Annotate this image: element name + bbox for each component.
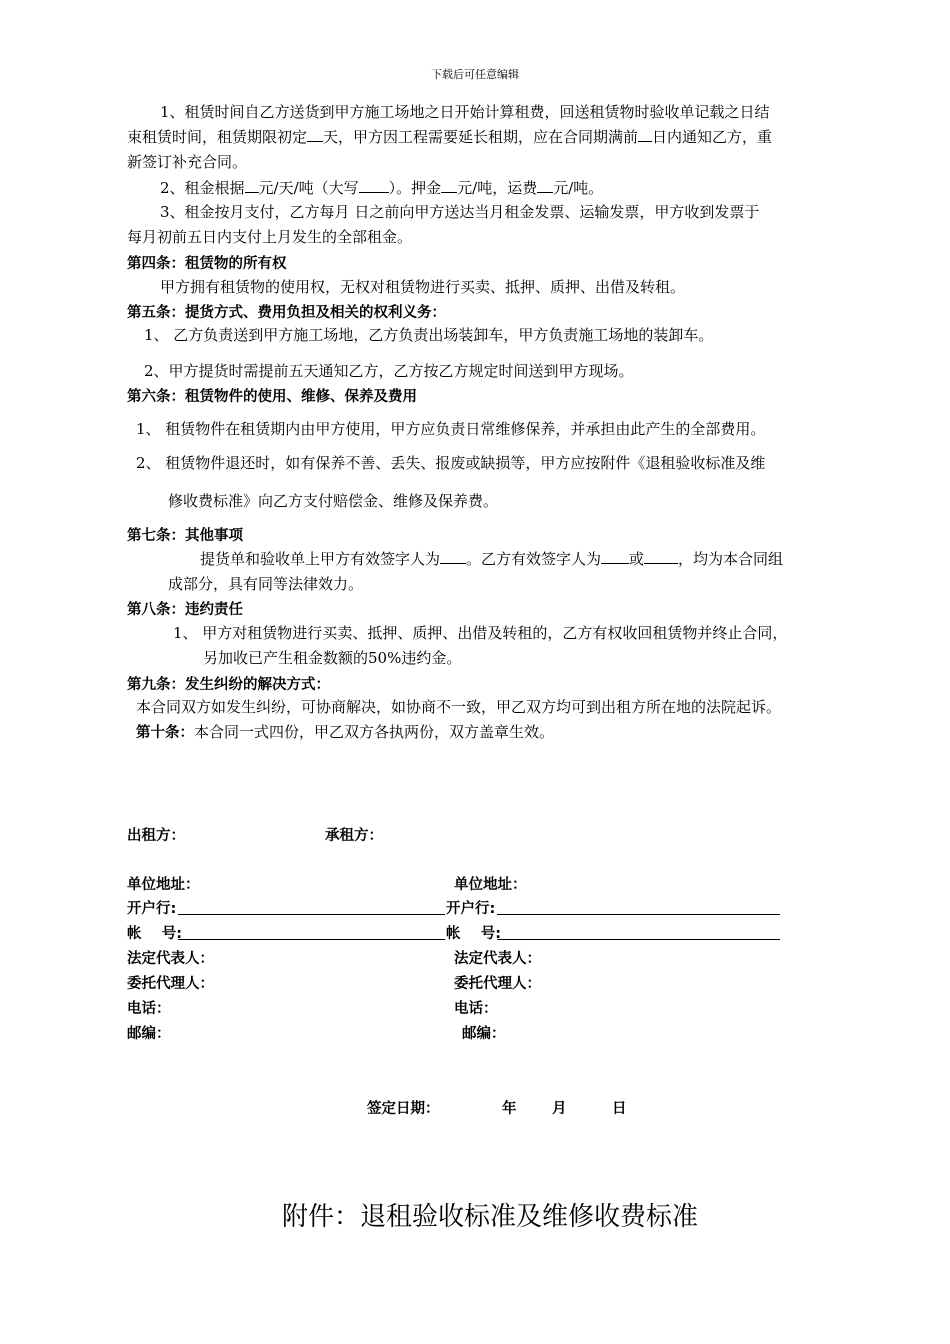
lessee-agent-label: 委托代理人：	[454, 976, 541, 992]
clause-8-item-1-line-2: 另加收已产生租金数额的50%违约金。	[203, 649, 462, 667]
lessee-bank-label: 开户行:	[446, 901, 496, 917]
clause-5-item-2: 2、甲方提货时需提前五天通知乙方，乙方按乙方规定时间送到甲方现场。	[144, 362, 634, 380]
clause-4-text: 甲方拥有租赁物的使用权，无权对租赁物进行买卖、抵押、质押、出借及转租。	[160, 278, 686, 296]
signing-month: 月	[552, 1101, 567, 1117]
signing-day: 日	[612, 1101, 627, 1117]
lessor-agent-label: 委托代理人：	[127, 976, 214, 992]
signing-year: 年	[502, 1101, 517, 1117]
clause-8-title: 第八条：违约责任	[127, 602, 243, 618]
lessor-bank-line	[178, 914, 445, 915]
clause-7-title: 第七条：其他事项	[127, 528, 243, 544]
lessee-legal-rep-label: 法定代表人：	[454, 951, 541, 967]
lessee-postcode-label: 邮编：	[462, 1026, 506, 1042]
lessor-legal-rep-label: 法定代表人：	[127, 951, 214, 967]
clause-3-item-1-line-2: 束租赁时间，租赁期限初定 天，甲方因工程需要延长租期，应在合同期满前 日内通知乙方，重	[127, 124, 772, 149]
clause-3-item-1-line-3: 新签订补充合同。	[127, 153, 248, 171]
header-note: 下载后可任意编辑	[431, 68, 519, 81]
lessor-account-line	[178, 939, 445, 940]
lessor-address-label: 单位地址：	[127, 877, 200, 893]
clause-7-text-line-2: 成部分，具有同等法律效力。	[168, 575, 364, 593]
clause-3-item-1-line-1: 1、租赁时间自乙方送货到甲方施工场地之日开始计算租费，回送租赁物时验收单记载之日结	[160, 103, 770, 121]
clause-6-title: 第六条：租赁物件的使用、维修、保养及费用	[127, 389, 417, 405]
lessee-account-label: 帐 号:	[446, 926, 501, 942]
lessee-label: 承租方：	[325, 828, 383, 844]
clause-3-item-2: 2、租金根据 元/天/吨（大写 ）。押金 元/吨，运费 元/吨。	[160, 175, 603, 200]
clause-3-item-3-line-1: 3、租金按月支付，乙方每月 日之前向甲方送达当月租金发票、运输发票，甲方收到发票于	[160, 203, 760, 221]
clause-9-text: 本合同双方如发生纠纷，可协商解决，如协商不一致，甲乙双方均可到出租方所在地的法院起诉。	[136, 698, 782, 716]
clause-6-item-2-line-1: 2、 租赁物件退还时，如有保养不善、丢失、报废或缺损等，甲方应按附件《退租验收标准及维	[136, 454, 766, 472]
clause-5-title: 第五条：提货方式、费用负担及相关的权利义务：	[127, 305, 446, 321]
clause-8-item-1-line-1: 1、 甲方对租赁物进行买卖、抵押、质押、出借及转租的，乙方有权收回租赁物并终止合同，	[173, 624, 788, 642]
clause-9-title: 第九条：发生纠纷的解决方式：	[127, 677, 330, 693]
lessor-bank-label: 开户行:	[127, 901, 177, 917]
lessee-address-label: 单位地址：	[454, 877, 527, 893]
lessee-phone-label: 电话：	[454, 1001, 498, 1017]
lessee-bank-line	[497, 914, 780, 915]
clause-10	[136, 720, 554, 745]
lessee-account-line	[497, 939, 780, 940]
lessor-account-label: 帐 号:	[127, 926, 182, 942]
clause-10-text: 本合同一式四份，甲乙双方各执两份，双方盖章生效。	[194, 723, 555, 741]
lessor-label: 出租方：	[127, 828, 185, 844]
clause-4-title: 第四条：租赁物的所有权	[127, 256, 287, 272]
signing-date-label: 签定日期：	[367, 1101, 440, 1117]
clause-10-title: 第十条：	[136, 725, 194, 741]
attachment-title: 附件：退租验收标准及维修收费标准	[281, 1202, 698, 1232]
lessor-postcode-label: 邮编：	[127, 1026, 171, 1042]
clause-3-item-3-line-2: 每月初前五日内支付上月发生的全部租金。	[127, 228, 413, 246]
lessor-phone-label: 电话：	[127, 1001, 171, 1017]
clause-5-item-1: 1、 乙方负责送到甲方施工场地，乙方负责出场装卸车，甲方负责施工场地的装卸车。	[144, 326, 714, 344]
clause-6-item-2-line-2: 修收费标准》向乙方支付赔偿金、维修及保养费。	[168, 492, 499, 510]
clause-7-text-line-1: 提货单和验收单上甲方有效签字人为 。乙方有效签字人为 或 ，均为本合同组	[200, 546, 783, 571]
clause-6-item-1: 1、 租赁物件在租赁期内由甲方使用，甲方应负责日常维修保养，并承担由此产生的全部费用。	[136, 420, 766, 438]
